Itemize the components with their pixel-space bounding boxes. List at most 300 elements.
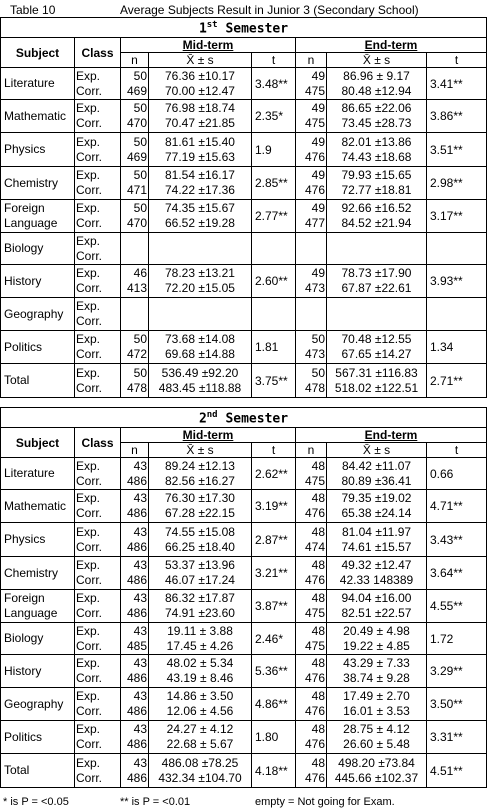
end-n-exp: 48 (311, 458, 325, 473)
mid-t-value: 2.77** (252, 200, 296, 233)
end-n-corr: 477 (304, 216, 325, 230)
header-subject: Subject (1, 38, 75, 68)
table-row (1, 490, 487, 523)
end-n-cell (296, 490, 327, 523)
class-cell (75, 721, 121, 754)
table-row (1, 458, 487, 490)
mid-n-exp: 43 (133, 558, 147, 572)
end-mean-sd-cell (327, 167, 427, 200)
end-n-cell (296, 364, 327, 398)
end-mean-sd-cell (327, 265, 427, 298)
mid-mean-sd-corr: 74.22 ±17.36 (165, 183, 235, 197)
table-row (1, 655, 487, 688)
mid-n-cell (121, 100, 149, 133)
class-corr: Corr. (76, 314, 103, 328)
mid-t-value: 1.81 (252, 331, 296, 364)
class-cell (75, 167, 121, 200)
semester-title-row (1, 18, 487, 38)
class-corr: Corr. (76, 606, 103, 620)
end-t-value (427, 298, 487, 331)
class-exp: Exp. (76, 68, 101, 83)
mid-mean-sd-corr: 46.07 ±17.24 (165, 573, 235, 587)
footnote-two-star: ** is P = <0.01 (120, 796, 191, 808)
end-n-exp: 48 (311, 722, 325, 736)
end-mean-sd-exp: 17.49 ± 2.70 (343, 689, 410, 703)
class-cell (75, 590, 121, 623)
subject-name: Geography (4, 696, 64, 711)
mid-mean-sd-exp: 86.32 ±17.87 (165, 591, 235, 605)
mid-n-cell (121, 557, 149, 590)
semester-title (1, 408, 487, 428)
end-mean-sd-corr: 67.87 ±22.61 (341, 281, 412, 295)
mid-t-value: 2.85** (252, 167, 296, 200)
class-cell (75, 233, 121, 265)
end-n-exp: 49 (311, 168, 325, 182)
end-mean-sd-cell (327, 298, 427, 331)
end-mean-sd-exp: 81.04 ±11.97 (341, 524, 412, 539)
end-mean-sd-exp: 84.42 ±11.07 (341, 458, 412, 473)
table-row (1, 298, 487, 331)
class-exp: Exp. (76, 332, 101, 346)
end-mean-sd-cell (327, 100, 427, 133)
end-mean-sd-exp: 49.32 ±12.47 (341, 558, 412, 572)
mid-mean-sd-corr: 22.68 ± 5.67 (166, 737, 234, 751)
subject-name: Physics (4, 142, 46, 156)
table-row (1, 167, 487, 200)
class-exp: Exp. (76, 458, 101, 473)
header-endterm: End-term (296, 428, 487, 443)
table-caption (0, 2, 490, 17)
mid-mean-sd-corr: 43.19 ± 8.46 (166, 671, 234, 685)
mid-n-cell (121, 490, 149, 523)
end-mean-sd-corr: 16.01 ± 3.53 (343, 704, 410, 718)
end-t-value: 4.51** (427, 754, 487, 788)
end-t-header: t (427, 53, 487, 68)
mid-n-cell (121, 133, 149, 167)
end-mean-sd-cell (327, 364, 427, 398)
end-mean-sd-corr: 65.38 ±24.14 (341, 506, 412, 520)
end-n-cell (296, 655, 327, 688)
semester-word: Semester (225, 21, 289, 37)
end-mean-sd-corr: 67.65 ±14.27 (341, 347, 412, 361)
end-n-corr: 473 (304, 347, 325, 361)
class-exp: Exp. (76, 558, 101, 572)
table-row (1, 68, 487, 100)
mid-n-cell (121, 364, 149, 398)
class-exp: Exp. (76, 623, 101, 638)
class-cell (75, 458, 121, 490)
mid-t-value: 3.87** (252, 590, 296, 623)
mid-t-value: 4.86** (252, 688, 296, 721)
subject-cell (1, 523, 75, 557)
mid-n-exp: 50 (133, 68, 147, 83)
mid-mean-sd-exp: 53.37 ±13.96 (165, 558, 235, 572)
mid-mean-sd-corr: 17.45 ± 4.26 (166, 638, 234, 653)
mid-mean-sd-corr: 67.28 ±22.15 (165, 506, 235, 520)
mid-mean-sd-exp: 19.11 ± 3.88 (167, 623, 233, 638)
mid-mean-sd-cell (149, 688, 252, 721)
class-cell (75, 490, 121, 523)
class-cell (75, 68, 121, 100)
end-n-exp: 48 (311, 491, 325, 505)
end-n-corr: 476 (304, 183, 325, 197)
class-corr: Corr. (76, 473, 103, 488)
table-row (1, 754, 487, 788)
mid-n-corr: 486 (126, 671, 147, 685)
mid-mean-sd-corr: 483.45 ±118.88 (158, 380, 242, 395)
mid-n-cell (121, 721, 149, 754)
subject-cell (1, 688, 75, 721)
end-n-cell (296, 523, 327, 557)
table-row (1, 100, 487, 133)
end-mean-sd-cell (327, 331, 427, 364)
mid-n-corr: 486 (126, 506, 147, 520)
mid-n-exp: 50 (133, 365, 147, 380)
mid-mean-sd-cell (149, 265, 252, 298)
mid-mean-sd-cell (149, 590, 252, 623)
end-mean-sd-exp: 498.20 ±73.84 (338, 755, 415, 770)
mid-mean-sd-exp: 76.98 ±18.74 (165, 101, 235, 115)
semester-number: 2 (198, 411, 207, 427)
mid-t-value: 2.87** (252, 523, 296, 557)
end-n-cell (296, 331, 327, 364)
header-midterm: Mid-term (121, 428, 296, 443)
table-row (1, 331, 487, 364)
mid-mean-sd-cell (149, 523, 252, 557)
end-n-exp: 48 (311, 524, 325, 539)
end-mean-sd-exp: 79.35 ±19.02 (341, 491, 412, 505)
end-n-corr: 474 (304, 539, 325, 554)
mid-mean-sd-cell (149, 298, 252, 331)
end-t-value: 3.93** (427, 265, 487, 298)
end-t-value: 3.51** (427, 133, 487, 167)
mid-n-corr: 470 (126, 216, 147, 230)
mid-n-cell (121, 590, 149, 623)
subject-cell (1, 298, 75, 331)
mid-mean-sd-cell (149, 364, 252, 398)
subject-name: Physics (4, 532, 46, 546)
end-mean-sd-exp: 79.93 ±15.65 (341, 168, 412, 182)
mid-n-cell (121, 68, 149, 100)
semester-title (1, 18, 487, 38)
class-cell (75, 133, 121, 167)
end-t-value: 3.41** (427, 68, 487, 100)
class-cell (75, 523, 121, 557)
end-mean-sd-cell (327, 688, 427, 721)
mid-t-value: 1.80 (252, 721, 296, 754)
end-n-cell (296, 623, 327, 655)
class-exp: Exp. (76, 689, 101, 703)
class-corr: Corr. (76, 573, 103, 587)
mid-n-exp: 43 (133, 656, 147, 670)
subject-cell (1, 721, 75, 754)
semester-suffix: st (206, 20, 218, 31)
end-mean-sd-corr: 80.89 ±36.41 (341, 473, 412, 488)
end-n-cell (296, 200, 327, 233)
subject-cell (1, 265, 75, 298)
mid-mean-sd-cell (149, 490, 252, 523)
mid-mean-sd-exp: 74.55 ±15.08 (165, 524, 235, 539)
end-mean-sd-exp: 43.29 ± 7.33 (343, 656, 410, 670)
end-mean-sd-cell (327, 623, 427, 655)
subject-name: Politics (4, 729, 43, 744)
end-mean-sd-corr: 72.77 ±18.81 (341, 183, 412, 197)
mid-t-value: 2.62** (252, 458, 296, 490)
mid-n-cell (121, 200, 149, 233)
mid-t-value (252, 298, 296, 331)
end-n-cell (296, 298, 327, 331)
class-exp: Exp. (76, 266, 101, 280)
end-mean-sd-exp: 82.01 ±13.86 (341, 134, 412, 149)
mid-n-exp: 43 (133, 722, 147, 736)
end-mean-sd-exp: 70.48 ±12.55 (341, 332, 412, 346)
table-row (1, 523, 487, 557)
mid-t-value: 3.19** (252, 490, 296, 523)
mid-mean-sd-exp: 486.08 ±78.25 (161, 755, 239, 770)
mid-mean-sd-cell (149, 721, 252, 754)
mid-mean-sd-exp: 81.61 ±15.40 (165, 134, 235, 149)
subject-cell (1, 590, 75, 623)
subject-cell (1, 754, 75, 788)
mid-t-value: 2.35* (252, 100, 296, 133)
mid-n-corr: 486 (126, 473, 147, 488)
end-n-cell (296, 68, 327, 100)
mid-mean-sd-cell (149, 133, 252, 167)
end-n-corr: 476 (304, 770, 325, 785)
end-mean-sd-cell (327, 590, 427, 623)
mid-n-cell (121, 754, 149, 788)
end-mean-sd-cell (327, 68, 427, 100)
mid-n-exp: 43 (133, 623, 147, 638)
mid-mean-sd-corr: 82.56 ±16.27 (165, 473, 235, 488)
subject-name: Literature (4, 76, 55, 90)
subject-name: Biology (4, 631, 44, 645)
end-mean-sd-exp: 78.73 ±17.90 (341, 266, 412, 280)
mid-mean-sd-cell (149, 331, 252, 364)
subject-name: Chemistry (4, 175, 59, 190)
mid-mean-sd-cell (149, 655, 252, 688)
footnote-empty: empty = Not going for Exam. (255, 796, 395, 808)
end-n-exp: 49 (311, 134, 325, 149)
table-row (1, 265, 487, 298)
mid-n-exp: 43 (133, 524, 147, 539)
end-n-cell (296, 458, 327, 490)
mid-mean-sd-corr: 77.19 ±15.63 (165, 149, 235, 164)
mid-mean-sd-header: X̄ ± s (149, 53, 252, 68)
end-n-corr: 475 (304, 83, 325, 98)
header-row (1, 428, 487, 443)
mid-n-corr: 486 (126, 737, 147, 751)
subject-cell (1, 100, 75, 133)
header-class: Class (75, 428, 121, 458)
end-n-cell (296, 233, 327, 265)
subject-name: Politics (4, 339, 43, 354)
table-row (1, 721, 487, 754)
subject-cell (1, 167, 75, 200)
mid-t-value: 2.46* (252, 623, 296, 655)
end-t-value: 4.71** (427, 490, 487, 523)
mid-mean-sd-exp: 74.35 ±15.67 (165, 201, 235, 215)
class-cell (75, 364, 121, 398)
mid-n-cell (121, 331, 149, 364)
end-t-value: 3.50** (427, 688, 487, 721)
mid-n-corr: 469 (126, 149, 147, 164)
subject-name: Biology (4, 241, 44, 255)
end-n-exp: 49 (311, 266, 325, 280)
end-n-corr: 476 (304, 149, 325, 164)
mid-n-header: n (121, 443, 149, 458)
mid-t-value: 2.60** (252, 265, 296, 298)
mid-n-exp: 50 (133, 201, 147, 215)
subject-cell (1, 200, 75, 233)
end-n-corr: 478 (304, 380, 325, 395)
end-mean-sd-corr: 82.51 ±22.57 (341, 606, 412, 620)
end-n-corr: 475 (304, 638, 325, 653)
mid-n-cell (121, 458, 149, 490)
end-mean-sd-cell (327, 523, 427, 557)
subject-cell (1, 133, 75, 167)
class-cell (75, 688, 121, 721)
semester-table-1 (0, 17, 487, 398)
mid-n-cell (121, 623, 149, 655)
end-mean-sd-cell (327, 200, 427, 233)
header-midterm: Mid-term (121, 38, 296, 53)
subject-name: History (4, 663, 42, 678)
mid-t-value: 5.36** (252, 655, 296, 688)
mid-mean-sd-corr: 72.20 ±15.05 (165, 281, 235, 295)
subject-name: Mathematic (4, 498, 67, 513)
subject-name: Geography (4, 306, 64, 321)
mid-mean-sd-exp: 24.27 ± 4.12 (166, 722, 234, 736)
class-corr: Corr. (76, 281, 103, 295)
subject-cell (1, 233, 75, 265)
mid-n-corr: 486 (126, 606, 147, 620)
end-n-corr: 476 (304, 573, 325, 587)
end-n-exp: 49 (311, 101, 325, 115)
end-mean-sd-exp: 92.66 ±16.52 (341, 201, 412, 215)
class-exp: Exp. (76, 299, 101, 313)
mid-mean-sd-exp: 48.02 ± 5.34 (166, 656, 234, 670)
end-mean-sd-exp: 567.31 ±116.83 (335, 365, 418, 380)
mid-mean-sd-exp: 89.24 ±12.13 (165, 458, 235, 473)
end-n-corr: 475 (304, 116, 325, 130)
mid-n-corr: 478 (126, 380, 147, 395)
mid-mean-sd-cell (149, 233, 252, 265)
semester-word: Semester (225, 411, 289, 427)
table-row (1, 200, 487, 233)
end-t-value: 3.31** (427, 721, 487, 754)
mid-t-header: t (252, 443, 296, 458)
end-mean-sd-exp: 86.96 ± 9.17 (343, 68, 410, 83)
mid-mean-sd-exp: 73.68 ±14.08 (165, 332, 235, 346)
mid-n-cell (121, 523, 149, 557)
mid-n-corr: 469 (126, 83, 147, 98)
table-row (1, 688, 487, 721)
subject-name: Literature (4, 466, 55, 480)
mid-t-value: 3.21** (252, 557, 296, 590)
class-exp: Exp. (76, 168, 101, 182)
end-n-exp: 49 (311, 68, 325, 83)
table-row (1, 233, 487, 265)
footnote (0, 794, 496, 809)
end-n-corr: 476 (304, 704, 325, 718)
end-mean-sd-cell (327, 490, 427, 523)
mid-n-exp: 50 (133, 168, 147, 182)
subject-name: Foreign (4, 201, 45, 215)
mid-mean-sd-cell (149, 458, 252, 490)
end-mean-sd-exp: 94.04 ±16.00 (341, 591, 412, 605)
end-mean-sd-corr: 26.60 ± 5.48 (343, 737, 410, 751)
class-cell (75, 100, 121, 133)
end-n-header: n (296, 53, 327, 68)
mid-n-corr: 413 (126, 281, 147, 295)
end-n-cell (296, 721, 327, 754)
class-exp: Exp. (76, 524, 101, 539)
class-corr: Corr. (76, 539, 103, 554)
mid-n-exp: 50 (133, 134, 147, 149)
mid-mean-sd-corr: 66.52 ±19.28 (165, 216, 235, 230)
subject-cell (1, 364, 75, 398)
mid-n-cell (121, 167, 149, 200)
subject-cell (1, 623, 75, 655)
class-exp: Exp. (76, 656, 101, 670)
class-corr: Corr. (76, 83, 103, 98)
semester-title-row (1, 408, 487, 428)
mid-n-corr: 486 (126, 770, 147, 785)
class-exp: Exp. (76, 201, 101, 215)
class-corr: Corr. (76, 704, 103, 718)
mid-mean-sd-corr: 66.25 ±18.40 (165, 539, 235, 554)
end-mean-sd-exp: 86.65 ±22.06 (341, 101, 412, 115)
end-mean-sd-corr: 518.02 ±122.51 (334, 380, 419, 395)
end-n-corr: 475 (304, 473, 325, 488)
class-exp: Exp. (76, 491, 101, 505)
mid-mean-sd-cell (149, 100, 252, 133)
subject-cell (1, 490, 75, 523)
mid-mean-sd-corr: 12.06 ± 4.56 (166, 704, 234, 718)
end-mean-sd-corr: 38.74 ± 9.28 (343, 671, 410, 685)
mid-mean-sd-header: X̄ ± s (149, 443, 252, 458)
end-mean-sd-cell (327, 557, 427, 590)
end-mean-sd-cell (327, 458, 427, 490)
end-n-cell (296, 133, 327, 167)
class-corr: Corr. (76, 380, 103, 395)
end-t-value: 3.43** (427, 523, 487, 557)
header-row (1, 38, 487, 53)
mid-t-value: 4.18** (252, 754, 296, 788)
end-n-exp: 49 (311, 201, 325, 215)
class-corr: Corr. (76, 216, 103, 230)
mid-n-cell (121, 298, 149, 331)
end-mean-sd-corr: 84.52 ±21.94 (341, 216, 412, 230)
end-mean-sd-corr: 74.43 ±18.68 (341, 149, 412, 164)
subject-cell (1, 655, 75, 688)
subject-cell (1, 331, 75, 364)
mid-mean-sd-corr: 432.34 ±104.70 (158, 770, 242, 785)
end-t-value: 3.64** (427, 557, 487, 590)
end-n-cell (296, 688, 327, 721)
header-subject: Subject (1, 428, 75, 458)
end-n-corr: 476 (304, 671, 325, 685)
end-t-value: 3.29** (427, 655, 487, 688)
end-t-value: 1.72 (427, 623, 487, 655)
end-n-exp: 48 (311, 656, 325, 670)
end-mean-sd-cell (327, 655, 427, 688)
end-n-corr: 473 (304, 281, 325, 295)
end-t-value (427, 233, 487, 265)
end-mean-sd-cell (327, 721, 427, 754)
end-mean-sd-cell (327, 133, 427, 167)
